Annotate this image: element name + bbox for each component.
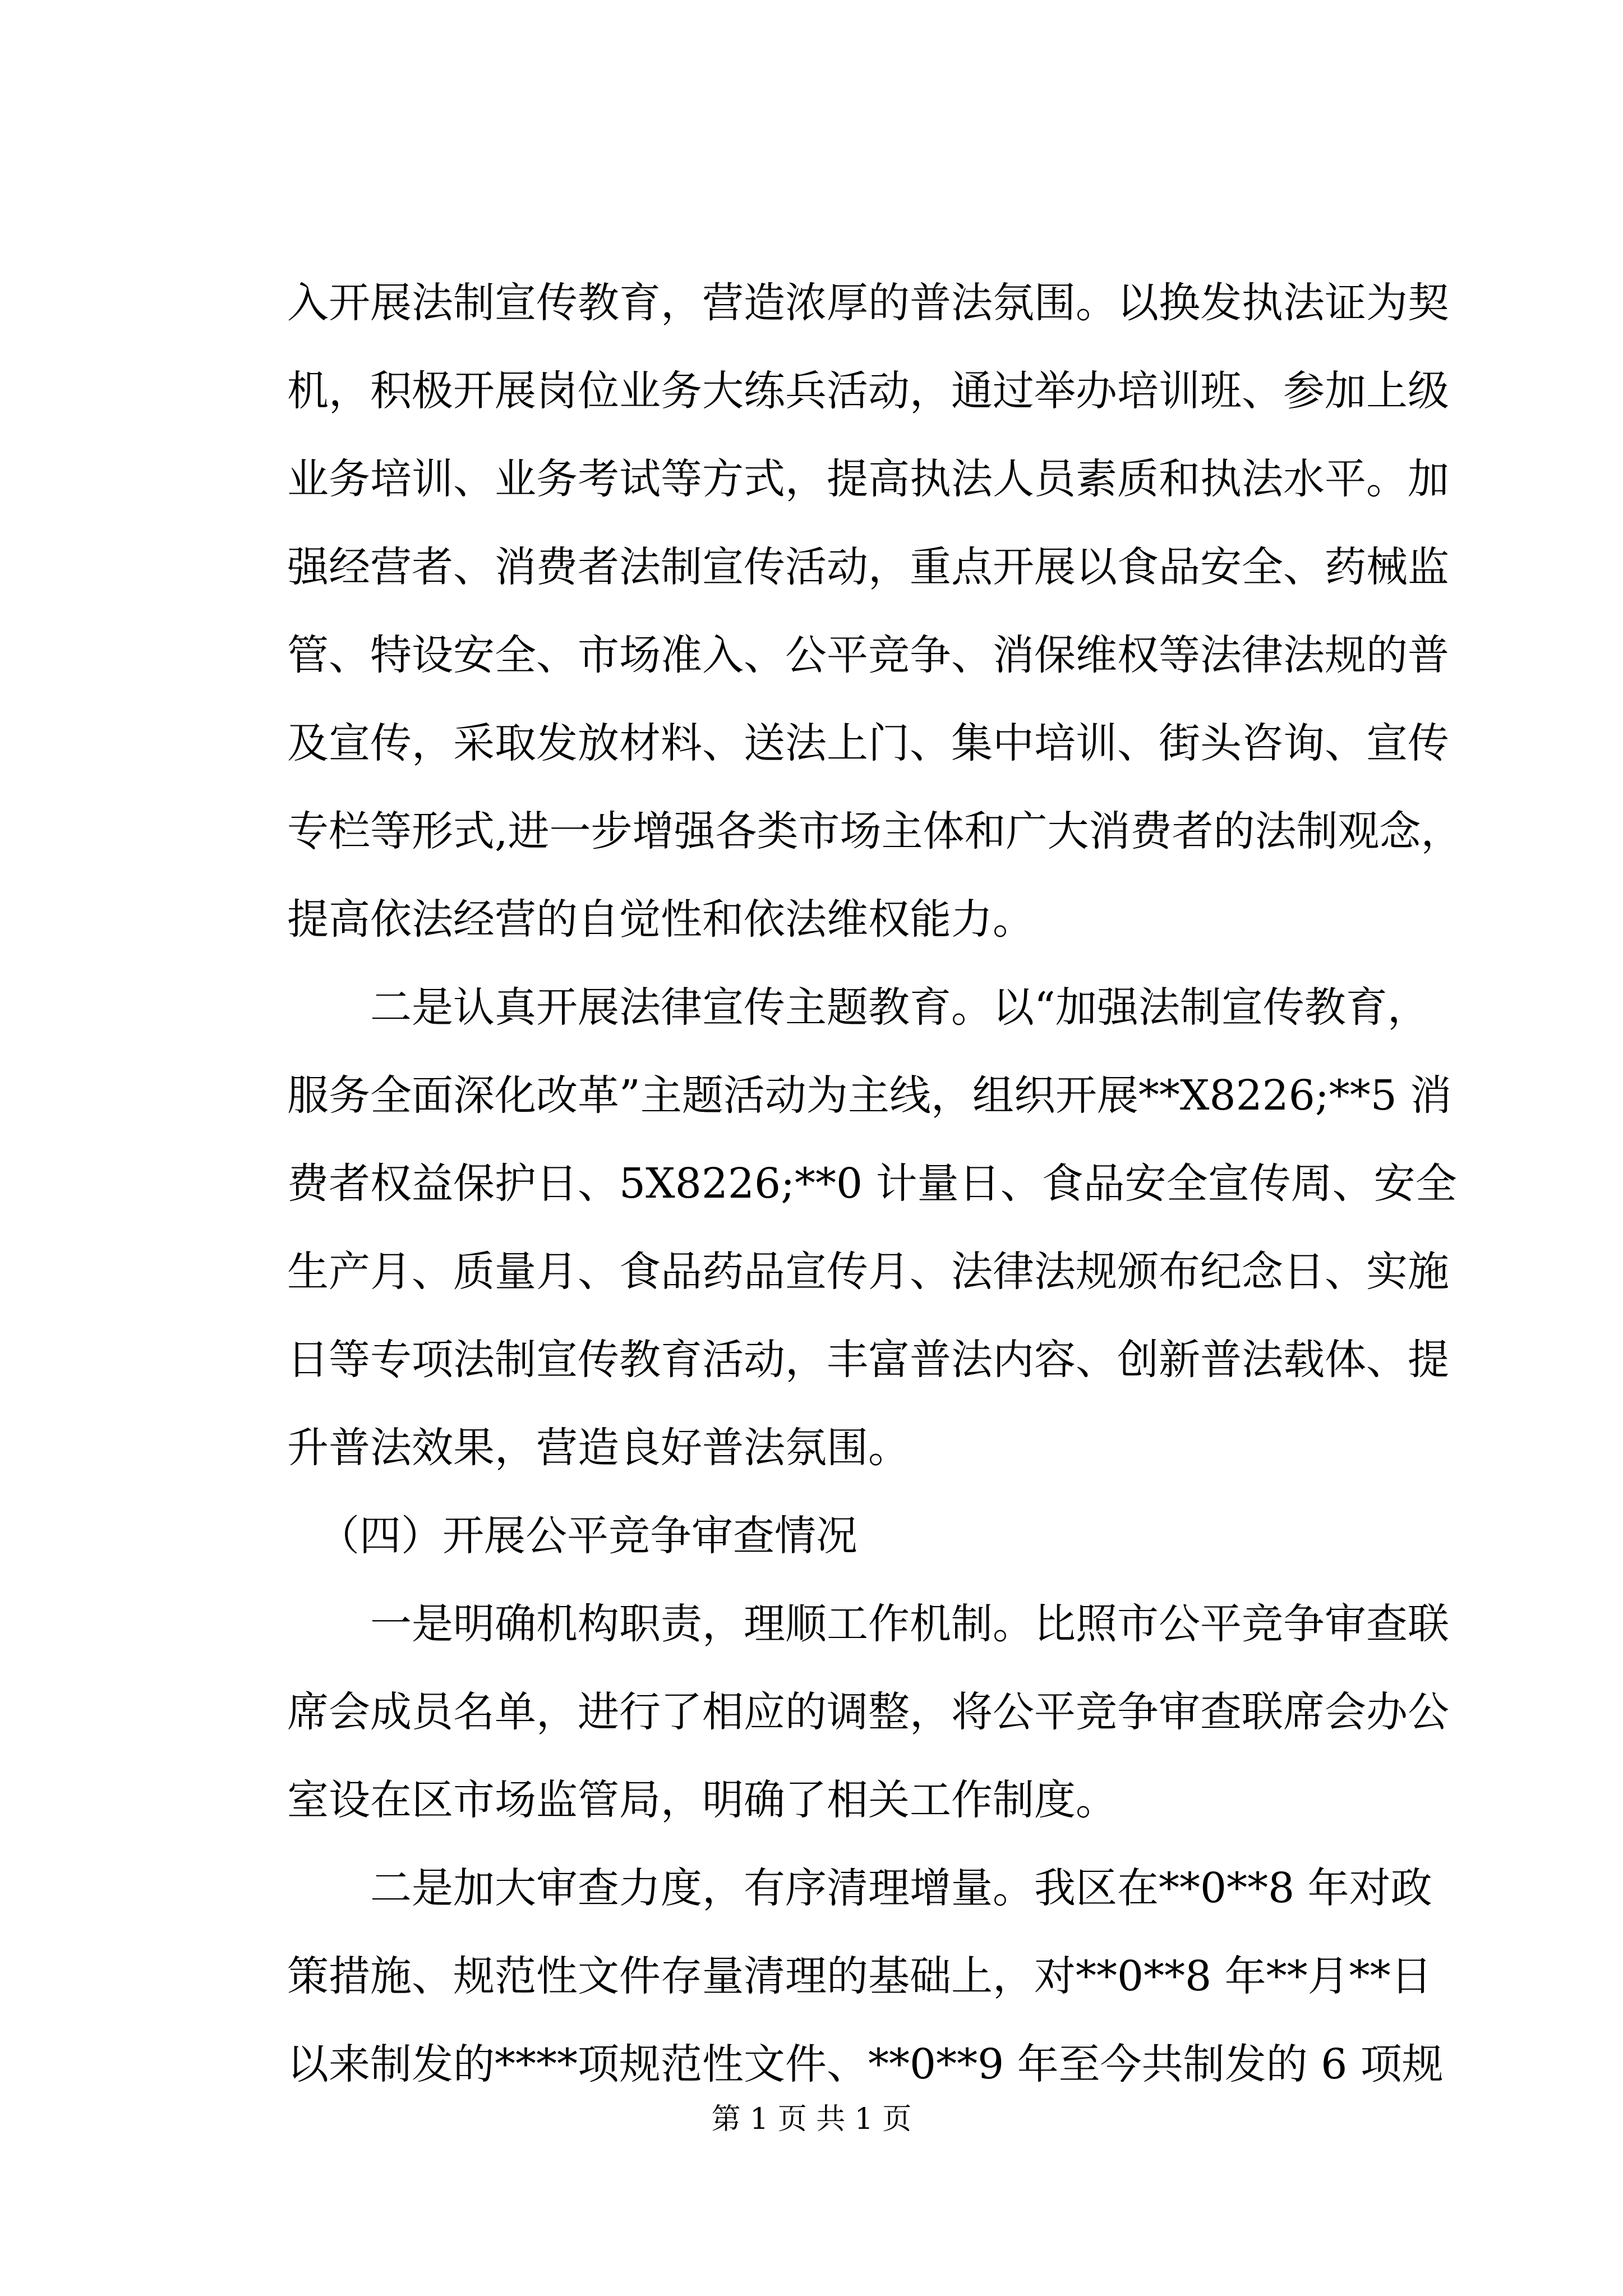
page-footer	[0, 2099, 1623, 2139]
text-line: 及宣传，采取发放材料、送法上门、集中培训、街头咨询、宣传	[287, 719, 1449, 767]
text-line: 升普法效果，营造良好普法氛围。	[287, 1424, 910, 1472]
paragraph-first-line: 二是认真开展法律宣传主题教育。以“加强法制宣传教育，	[370, 983, 1429, 1032]
paragraph-first-line: 一是明确机构职责，理顺工作机制。比照市公平竞争审查联	[370, 1600, 1449, 1648]
text-line: 日等专项法制宣传教育活动，丰富普法内容、创新普法载体、提	[287, 1336, 1449, 1384]
text-line: 以来制发的****项规范性文件、**0**9 年至今共制发的 6 项规	[287, 2040, 1444, 2088]
text-line: 室设在区市场监管局，明确了相关工作制度。	[287, 1776, 1117, 1824]
text-line: 提高依法经营的自觉性和依法维权能力。	[287, 895, 1034, 944]
text-line: 服务全面深化改革”主题活动为主线，组织开展**X8226;**5 消	[287, 1071, 1452, 1120]
text-line: 机，积极开展岗位业务大练兵活动，通过举办培训班、参加上级	[287, 367, 1449, 415]
text-line: 管、特设安全、市场准入、公平竞争、消保维权等法律法规的普	[287, 631, 1449, 679]
paragraph-first-line: 二是加大审查力度，有序清理增量。我区在**0**8 年对政	[370, 1864, 1432, 1912]
text-line: 专栏等形式,进一步增强各类市场主体和广大消费者的法制观念，	[287, 807, 1463, 855]
page-number-label: 第 1 页 共 1 页	[711, 2102, 912, 2136]
document-body	[287, 259, 1463, 2109]
section-heading: （四）开展公平竞争审查情况	[318, 1512, 857, 1560]
text-line: 强经营者、消费者法制宣传活动，重点开展以食品安全、药械监	[287, 543, 1449, 591]
text-line: 席会成员名单，进行了相应的调整，将公平竞争审查联席会办公	[287, 1688, 1449, 1736]
text-line: 费者权益保护日、5X8226;**0 计量日、食品安全宣传周、安全	[287, 1159, 1457, 1208]
text-line: 生产月、质量月、食品药品宣传月、法律法规颁布纪念日、实施	[287, 1248, 1449, 1296]
text-line: 业务培训、业务考试等方式，提高执法人员素质和执法水平。加	[287, 455, 1449, 503]
text-line: 策措施、规范性文件存量清理的基础上，对**0**8 年**月**日	[287, 1952, 1432, 2000]
text-line: 入开展法制宣传教育，营造浓厚的普法氛围。以换发执法证为契	[287, 279, 1449, 327]
